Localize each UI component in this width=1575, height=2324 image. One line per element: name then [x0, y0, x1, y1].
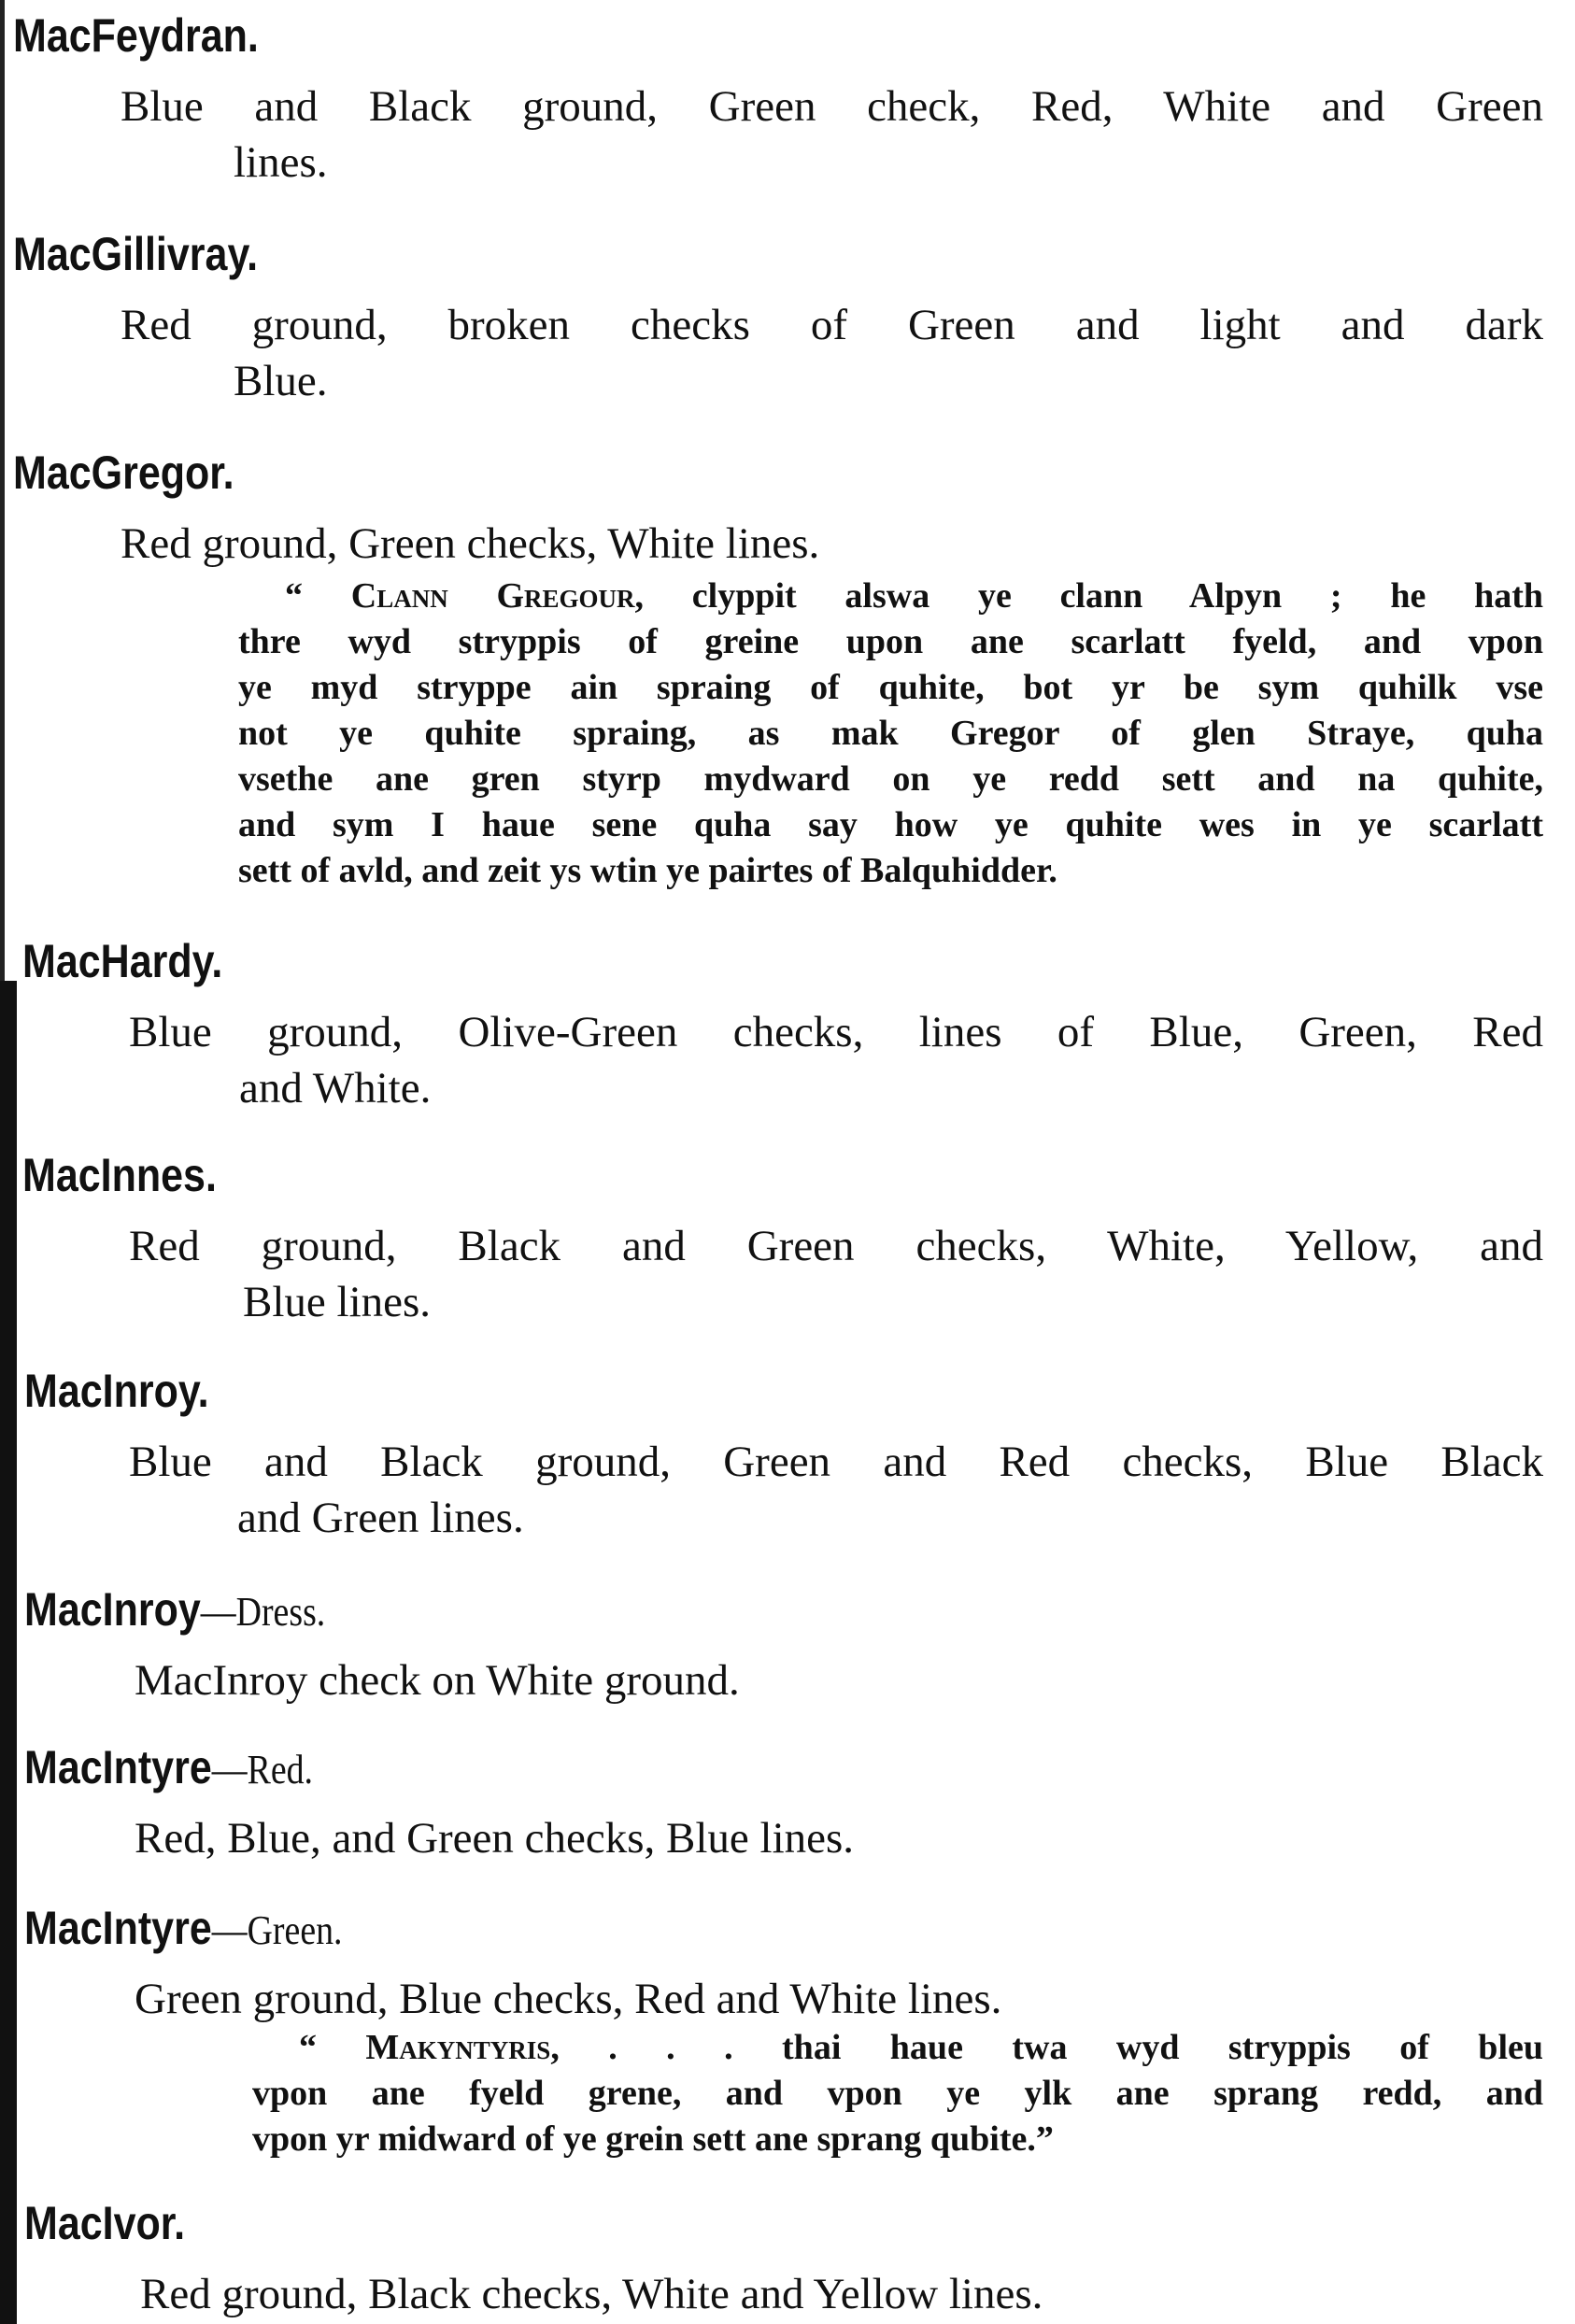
quote-lead: “ Clann Gregour, — [285, 576, 645, 616]
description-line: Green ground, Blue checks, Red and White lines. — [135, 1975, 1002, 2023]
description-line: lines. — [234, 138, 328, 187]
description-line: Blue lines. — [243, 1278, 432, 1326]
page-edge-shadow-thick — [0, 981, 17, 2324]
quote-line: . . . thai haue twa wyd stryppis of bleu — [559, 2028, 1543, 2067]
description-line: Red ground, Green checks, White lines. — [121, 519, 820, 568]
clan-name: MacGillivray. — [13, 228, 259, 280]
clan-name: MacHardy. — [22, 935, 223, 987]
description-line: Red, Blue, and Green checks, Blue lines. — [135, 1814, 855, 1863]
clan-name: MacGregor. — [13, 446, 234, 499]
quote-lead: “ Makyntyris, — [299, 2028, 560, 2067]
tartan-variant: —Green. — [211, 1907, 343, 1953]
quote-line: not ye quhite spraing, as mak Gregor of glen Straye, quha — [238, 714, 1543, 753]
clan-name — [24, 1739, 313, 1798]
quote-line: thre wyd stryppis of greine upon ane scarlatt fyeld, and vpon — [238, 622, 1543, 661]
description-line: Red ground, broken checks of Green and light and dark — [121, 301, 1543, 349]
quote-line: clyppit alswa ye clann Alpyn ; he hath — [644, 576, 1543, 616]
historical-quote — [238, 574, 1543, 894]
description-line: Red ground, Black and Green checks, White, Yellow, and — [129, 1222, 1543, 1270]
tartan-variant: —Dress. — [200, 1589, 326, 1635]
clan-name: MacIvor. — [24, 2197, 186, 2249]
quote-line: ye myd stryppe ain spraing of quhite, bot yr be sym quhilk vse — [238, 668, 1543, 707]
clan-name — [24, 1581, 325, 1640]
quote-line: vpon ane fyeld grene, and vpon ye ylk ane sprang redd, and — [252, 2074, 1543, 2113]
quote-line: sett of avld, and zeit ys wtin ye pairtes of Balquhidder. — [238, 851, 1057, 890]
clan-name — [24, 1900, 343, 1959]
tartan-variant: —Red. — [211, 1747, 314, 1793]
description-line: Blue. — [234, 357, 328, 405]
clan-name: MacInnes. — [22, 1149, 217, 1201]
description-line: Blue and Black ground, Green check, Red, White and Green — [121, 82, 1543, 131]
clan-name-text: MacInroy — [24, 1583, 201, 1636]
description-line: Blue ground, Olive-Green checks, lines of Blue, Green, Red — [129, 1008, 1543, 1056]
historical-quote — [252, 2025, 1543, 2162]
description-line: MacInroy check on White ground. — [135, 1656, 740, 1705]
quote-line: and sym I haue sene quha say how ye quhite wes in ye scarlatt — [238, 805, 1543, 844]
clan-name-text: MacIntyre — [24, 1741, 212, 1793]
description-line: Blue and Black ground, Green and Red checks, Blue Black — [129, 1438, 1543, 1486]
description-line: Red ground, Black checks, White and Yellow lines. — [140, 2270, 1043, 2318]
clan-name: MacInroy. — [24, 1365, 209, 1417]
description-line: and Green lines. — [237, 1494, 524, 1542]
clan-name-text: MacIntyre — [24, 1902, 212, 1954]
page-edge-shadow — [0, 0, 5, 1027]
quote-line: vsethe ane gren styrp mydward on ye redd sett and na quhite, — [238, 759, 1543, 799]
description-line: and White. — [239, 1064, 432, 1112]
quote-line: vpon yr midward of ye grein sett ane sprang qubite.” — [252, 2119, 1054, 2159]
clan-name: MacFeydran. — [13, 9, 259, 62]
